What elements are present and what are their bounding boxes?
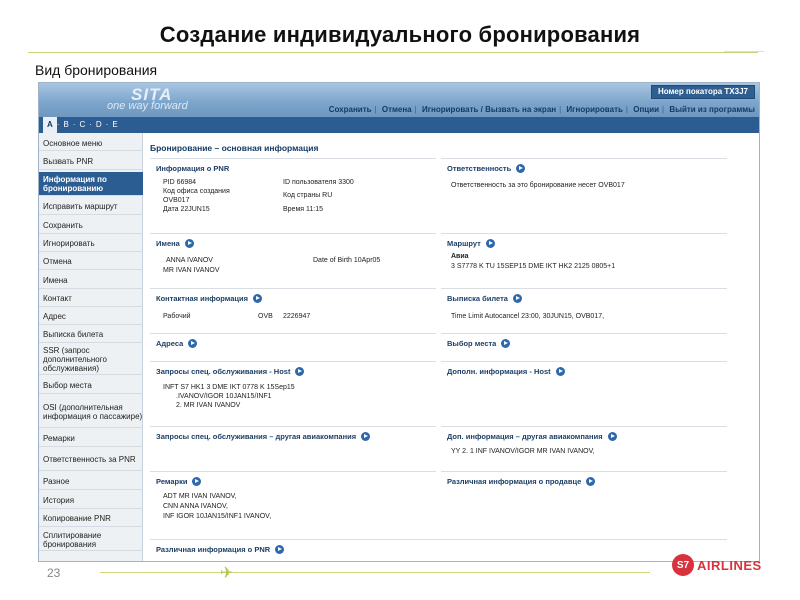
osi-other-text: YY 2. 1 INF IVANOV/IGOR MR IVAN IVANOV, bbox=[451, 448, 595, 455]
arrow-right-icon[interactable] bbox=[192, 477, 201, 486]
route-type-label: Авиа bbox=[451, 253, 469, 260]
pnr-time: Время 11:15 bbox=[283, 206, 324, 213]
arrow-right-icon[interactable] bbox=[516, 164, 525, 173]
panel-ssr-other-airline bbox=[150, 426, 436, 466]
panel-header-ssr-other-airline[interactable]: Запросы спец. обслуживания – другая авиакомпания bbox=[156, 432, 370, 441]
sidebar-item-retrieve-pnr[interactable]: Вызвать PNR bbox=[39, 153, 143, 170]
panel-header-remarks[interactable]: Ремарки bbox=[156, 477, 201, 486]
pnr-date: Дата 22JUN15 bbox=[163, 206, 210, 213]
ticketing-text: Time Limit Autocancel 23:00, 30JUN15, OVB017, bbox=[451, 313, 605, 320]
tab-d[interactable]: D bbox=[95, 120, 102, 129]
sidebar-item-pnr-responsibility[interactable]: Ответственность за PNR bbox=[39, 449, 143, 471]
sita-logo: SITA bbox=[131, 85, 173, 104]
contact-phone: 2226947 bbox=[283, 313, 311, 320]
nav-bar bbox=[39, 117, 760, 133]
tab-a[interactable]: A bbox=[43, 117, 57, 133]
arrow-right-icon[interactable] bbox=[586, 477, 595, 486]
arrow-right-icon[interactable] bbox=[185, 239, 194, 248]
slide-title: Создание индивидуального бронирования bbox=[159, 22, 641, 47]
pnr-office-code: OVB017 bbox=[163, 197, 190, 204]
panel-route bbox=[441, 233, 727, 277]
sita-tagline: one way forward bbox=[107, 100, 188, 112]
brand-name: AIRLINES bbox=[697, 557, 762, 573]
pnr-country: Код страны RU bbox=[283, 192, 333, 199]
arrow-right-icon[interactable] bbox=[513, 294, 522, 303]
panel-header-seat-selection[interactable]: Выбор места bbox=[447, 339, 510, 348]
panel-header-ssr-host[interactable]: Запросы спец. обслуживания - Host bbox=[156, 367, 304, 376]
panel-header-seller-info[interactable]: Различная информация о продавце bbox=[447, 477, 595, 486]
panel-contact bbox=[150, 288, 436, 322]
route-segment[interactable]: 3 S7778 K TU 15SEP15 DME IKT HK2 2125 0805+1 bbox=[451, 263, 616, 270]
sidebar-item-address[interactable]: Адрес bbox=[39, 308, 143, 325]
menu-ignore[interactable]: Игнорировать bbox=[566, 105, 623, 114]
arrow-right-icon[interactable] bbox=[486, 239, 495, 248]
panel-header-route[interactable]: Маршрут bbox=[447, 239, 495, 248]
alpha-tabs: A · B · C · D · E bbox=[39, 117, 143, 133]
sidebar-item-ssr[interactable]: SSR (запрос дополнительного обслуживания) bbox=[39, 345, 143, 375]
passenger-name-2: MR IVAN IVANOV bbox=[163, 267, 220, 274]
remarks-line-2: CNN ANNA IVANOV, bbox=[163, 503, 228, 510]
booking-app-window bbox=[38, 82, 760, 562]
arrow-right-icon[interactable] bbox=[556, 367, 565, 376]
pnr-locator-badge: Номер покатора TX3J7 bbox=[651, 85, 755, 99]
menu-ignore-retrieve[interactable]: Игнорировать / Вызвать на экран bbox=[421, 105, 557, 114]
slide-subtitle: Вид бронирования bbox=[35, 62, 158, 78]
arrow-right-icon[interactable] bbox=[608, 432, 617, 441]
panel-names bbox=[150, 233, 436, 277]
panel-pnr-info bbox=[150, 158, 436, 213]
footer-divider bbox=[100, 572, 650, 573]
sidebar-item-remarks[interactable]: Ремарки bbox=[39, 430, 143, 447]
sidebar-item-history[interactable]: История bbox=[39, 492, 143, 509]
panel-remarks bbox=[150, 471, 436, 523]
panel-header-address[interactable]: Адреса bbox=[156, 339, 197, 348]
arrow-right-icon[interactable] bbox=[295, 367, 304, 376]
menu-options[interactable]: Опции bbox=[633, 105, 660, 114]
panel-header-responsibility[interactable]: Ответственность bbox=[447, 164, 525, 173]
panel-ssr-host bbox=[150, 361, 436, 419]
menu-cancel[interactable]: Отмена bbox=[381, 105, 412, 114]
remarks-line-3: INF IGOR 10JAN15/INF1 IVANOV, bbox=[163, 513, 272, 520]
panel-responsibility bbox=[441, 158, 727, 198]
sidebar-item-booking-info[interactable]: Информация по бронированию bbox=[39, 172, 143, 196]
s7-airlines-logo bbox=[672, 553, 762, 577]
sidebar-item-save[interactable]: Сохранить bbox=[39, 217, 143, 234]
panel-header-pnr-misc[interactable]: Различная информация о PNR bbox=[156, 545, 284, 554]
sidebar-item-osi[interactable]: OSI (дополнительная информация о пассажире) bbox=[39, 396, 143, 428]
tab-e[interactable]: E bbox=[112, 120, 118, 129]
responsibility-text: Ответственность за это бронирование несет OVB017 bbox=[451, 182, 625, 189]
pnr-user-id: ID пользователя 3300 bbox=[283, 179, 354, 186]
sidebar-item-cancel[interactable]: Отмена bbox=[39, 253, 143, 270]
passenger-name-1: ANNA IVANOV bbox=[166, 257, 213, 264]
panel-osi-host bbox=[441, 361, 727, 419]
pnr-office-label: Код офиса создания bbox=[163, 188, 230, 195]
booking-content bbox=[147, 133, 759, 562]
panel-header-contact[interactable]: Контактная информация bbox=[156, 294, 262, 303]
sidebar-item-split-booking[interactable]: Сплитирование бронирования bbox=[39, 529, 143, 551]
top-menu: Сохранить | Отмена | Игнорировать / Вызвать на экран | Игнорировать | Опции | Выйти из программы bbox=[328, 105, 755, 114]
sidebar-item-ticketing[interactable]: Выписка билета bbox=[39, 326, 143, 343]
pnr-pid: PID 66984 bbox=[163, 179, 197, 186]
remarks-line-1: ADT MR IVAN IVANOV, bbox=[163, 493, 237, 500]
arrow-right-icon[interactable] bbox=[361, 432, 370, 441]
panel-header-names[interactable]: Имена bbox=[156, 239, 194, 248]
section-title: Бронирование – основная информация bbox=[150, 143, 319, 153]
arrow-right-icon[interactable] bbox=[501, 339, 510, 348]
panel-pnr-misc bbox=[150, 539, 727, 559]
contact-city: OVB bbox=[258, 313, 273, 320]
passenger-dob: Date of Birth 10Apr05 bbox=[313, 257, 381, 264]
sidebar-item-misc[interactable]: Разное bbox=[39, 473, 143, 490]
panel-seat-selection bbox=[441, 333, 727, 355]
panel-header-osi-host[interactable]: Дополн. информация - Host bbox=[447, 367, 565, 376]
sidebar-item-copy-pnr[interactable]: Копирование PNR bbox=[39, 510, 143, 527]
sidebar-item-seat-selection[interactable]: Выбор места bbox=[39, 377, 143, 394]
panel-osi-other-airline bbox=[441, 426, 727, 466]
sidebar-item-ignore[interactable]: Игнорировать bbox=[39, 235, 143, 252]
panel-header-ticketing[interactable]: Выписка билета bbox=[447, 294, 522, 303]
panel-header-osi-other-airline[interactable]: Доп. информация – другая авиакомпания bbox=[447, 432, 617, 441]
sidebar-item-contact[interactable]: Контакт bbox=[39, 290, 143, 307]
panel-address bbox=[150, 333, 436, 355]
sidebar-item-main-menu[interactable]: Основное меню bbox=[39, 137, 143, 151]
arrow-right-icon[interactable] bbox=[253, 294, 262, 303]
ssr-host-line-3: 2. MR IVAN IVANOV bbox=[176, 402, 241, 409]
tab-b[interactable]: B bbox=[63, 120, 69, 129]
s7-logo-icon: S7 bbox=[672, 554, 694, 576]
sidebar-item-edit-route[interactable]: Исправить маршрут bbox=[39, 198, 143, 215]
ssr-host-line-2: .IVANOV/IGOR 10JAN15/INF1 bbox=[176, 393, 272, 400]
app-banner bbox=[39, 83, 760, 117]
tab-c[interactable]: C bbox=[79, 120, 86, 129]
menu-exit[interactable]: Выйти из программы bbox=[669, 105, 755, 114]
panel-seller-info bbox=[441, 471, 727, 523]
sidebar-item-names[interactable]: Имена bbox=[39, 272, 143, 289]
panel-ticketing bbox=[441, 288, 727, 322]
title-divider bbox=[28, 52, 758, 53]
airplane-icon: ✈ bbox=[220, 565, 234, 582]
arrow-right-icon[interactable] bbox=[275, 545, 284, 554]
sidebar-menu bbox=[39, 133, 143, 562]
page-number: 23 bbox=[47, 566, 61, 580]
panel-header-pnr-info: Информация о PNR bbox=[156, 164, 230, 173]
menu-save[interactable]: Сохранить bbox=[328, 105, 372, 114]
arrow-right-icon[interactable] bbox=[188, 339, 197, 348]
contact-type: Рабочий bbox=[163, 313, 191, 320]
ssr-host-line-1: INFT S7 HK1 3 DME IKT 0778 K 15Sep15 bbox=[163, 384, 295, 391]
